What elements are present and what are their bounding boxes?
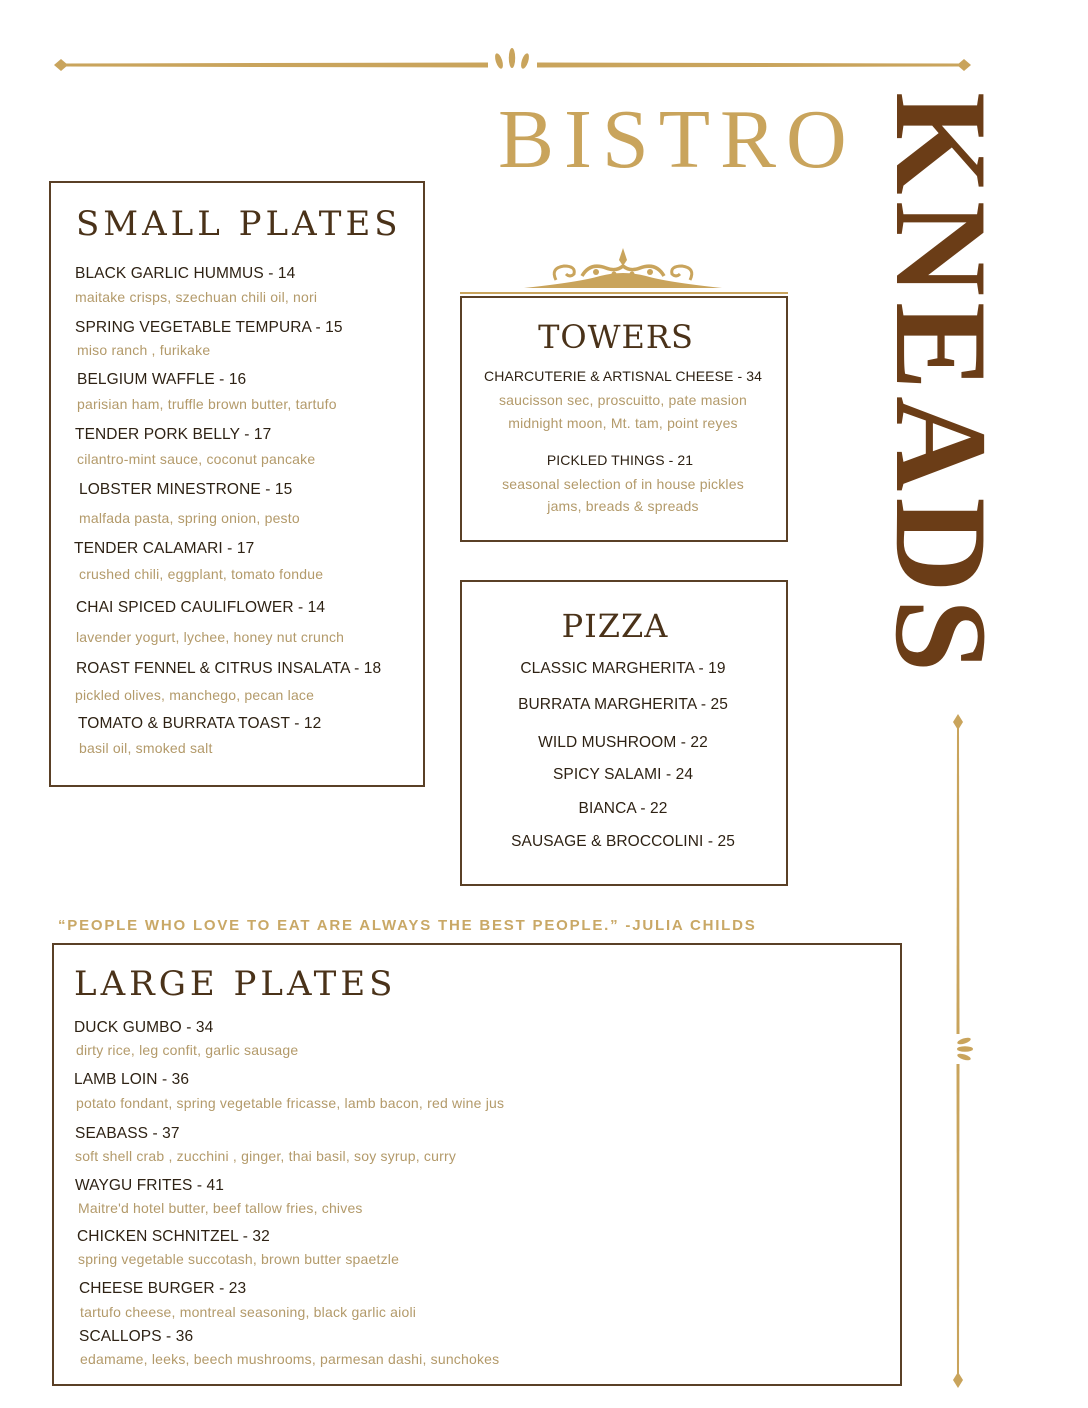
towers-gold-rule [460, 292, 788, 294]
menu-item-desc: midnight moon, Mt. tam, point reyes [508, 415, 738, 431]
menu-item-desc: spring vegetable succotash, brown butter spaetzle [78, 1251, 400, 1267]
menu-item-desc: tartufo cheese, montreal seasoning, black garlic aioli [80, 1304, 417, 1320]
menu-item-desc: malfada pasta, spring onion, pesto [79, 510, 300, 526]
top-ornament-divider-icon [50, 44, 975, 80]
menu-item-name: TOMATO & BURRATA TOAST - 12 [78, 715, 322, 732]
menu-item-name: CHICKEN SCHNITZEL - 32 [77, 1228, 270, 1245]
menu-item-name: BELGIUM WAFFLE - 16 [77, 371, 247, 388]
quote-text: “PEOPLE WHO LOVE TO EAT ARE ALWAYS THE BEST PEOPLE.” -JULIA CHILDS [58, 917, 757, 934]
menu-item-name: SEABASS - 37 [75, 1125, 180, 1142]
menu-item-desc: edamame, leeks, beech mushrooms, parmesan dashi, sunchokes [80, 1351, 500, 1367]
towers-title: TOWERS [538, 318, 694, 356]
large-plates-title: LARGE PLATES [74, 964, 397, 1004]
menu-item-name: TENDER PORK BELLY - 17 [75, 426, 272, 443]
menu-item-name: CHARCUTERIE & ARTISNAL CHEESE - 34 [483, 368, 763, 384]
menu-item-desc: basil oil, smoked salt [79, 740, 213, 756]
pizza-title: PIZZA [561, 607, 669, 645]
menu-item-name: TENDER CALAMARI - 17 [74, 540, 255, 557]
menu-item-desc: pickled olives, manchego, pecan lace [75, 687, 315, 703]
menu-item-name: ROAST FENNEL & CITRUS INSALATA - 18 [76, 660, 382, 677]
menu-item-desc: maitake crisps, szechuan chili oil, nori [75, 289, 318, 305]
menu-item-name: LOBSTER MINESTRONE - 15 [79, 481, 293, 498]
menu-item-desc: soft shell crab , zucchini , ginger, thai basil, soy syrup, curry [75, 1148, 457, 1164]
menu-item-desc: potato fondant, spring vegetable fricasse, lamb bacon, red wine jus [76, 1095, 505, 1111]
towers-crest-ornament-icon [520, 246, 726, 292]
side-ornament-divider-icon [944, 712, 974, 1390]
small-plates-title: SMALL PLATES [76, 204, 402, 244]
menu-item-name: CHEESE BURGER - 23 [79, 1280, 247, 1297]
pizza-item: WILD MUSHROOM - 22 [538, 734, 708, 751]
menu-item-desc: lavender yogurt, lychee, honey nut crunch [76, 629, 345, 645]
brand-kneads: KNEADS [868, 92, 1015, 679]
menu-item-name: BLACK GARLIC HUMMUS - 14 [75, 265, 296, 282]
menu-item-desc: miso ranch , furikake [77, 342, 211, 358]
menu-item-name: SCALLOPS - 36 [79, 1328, 194, 1345]
menu-item-name: CHAI SPICED CAULIFLOWER - 14 [76, 599, 326, 616]
menu-item-desc: seasonal selection of in house pickles [502, 476, 744, 492]
menu-item-name: WAYGU FRITES - 41 [75, 1177, 224, 1194]
menu-item-name: SPRING VEGETABLE TEMPURA - 15 [75, 319, 343, 336]
menu-item-desc: crushed chili, eggplant, tomato fondue [79, 566, 324, 582]
menu-item-desc: parisian ham, truffle brown butter, tartufo [77, 396, 337, 412]
menu-item-desc: saucisson sec, proscuitto, pate masion [498, 392, 748, 408]
menu-item-desc: Maitre'd hotel butter, beef tallow fries, chives [78, 1200, 363, 1216]
brand-bistro: BISTRO [498, 93, 857, 186]
pizza-item: SAUSAGE & BROCCOLINI - 25 [511, 833, 735, 850]
pizza-item: BIANCA - 22 [578, 800, 668, 817]
menu-item-name: PICKLED THINGS - 21 [546, 452, 694, 468]
pizza-item: BURRATA MARGHERITA - 25 [518, 696, 728, 713]
pizza-item: CLASSIC MARGHERITA - 19 [520, 660, 726, 677]
menu-item-name: LAMB LOIN - 36 [74, 1071, 190, 1088]
pizza-item: SPICY SALAMI - 24 [552, 766, 694, 783]
menu-item-desc: cilantro-mint sauce, coconut pancake [77, 451, 316, 467]
menu-item-desc: dirty rice, leg confit, garlic sausage [76, 1042, 299, 1058]
menu-item-desc: jams, breads & spreads [547, 498, 699, 514]
menu-item-name: DUCK GUMBO - 34 [74, 1019, 214, 1036]
